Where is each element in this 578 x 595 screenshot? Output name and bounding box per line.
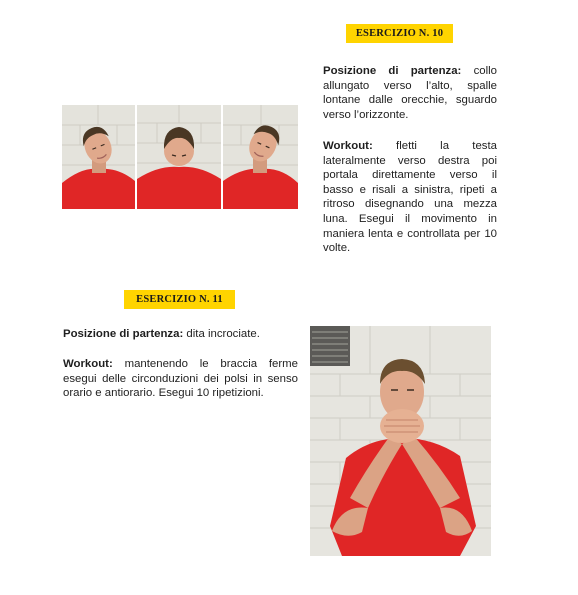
exercise-11-badge: ESERCIZIO N. 11: [124, 290, 235, 309]
exercise-11-workout: [63, 357, 298, 401]
exercise-11-start-position: [63, 327, 298, 342]
exercise-11-start-text: dita incrociate.: [183, 328, 260, 340]
exercise-10-workout: [323, 139, 497, 256]
exercise-10-start-label: Posizione di partenza:: [323, 65, 462, 77]
exercise-11-photo-wrist-circles: [310, 326, 491, 556]
exercise-10-photo-tilt-left: [223, 105, 298, 209]
exercise-11-workout-text: mantenendo le braccia ferme esegui delle circonduzioni dei polsi in senso orario e antiorario. Esegui 10 ripetizioni.: [63, 358, 298, 400]
exercise-11-workout-label: Workout:: [63, 358, 113, 370]
exercise-10-workout-label: Workout:: [323, 140, 373, 152]
exercise-10-photo-tilt-right: [62, 105, 135, 209]
exercise-10-photo-head-down: [137, 105, 221, 209]
exercise-10-start-text: collo allungato verso l’alto, spalle lontane dalle orecchie, sguardo verso l’orizzonte.: [323, 65, 497, 121]
exercise-10-workout-text: fletti la testa lateralmente verso destra poi portala direttamente verso il basso e risali a sinistra, ripeti a ritroso disegnando una mezza luna. Esegui il movimento in maniera lenta e controllata per 10 volte.: [323, 140, 497, 255]
exercise-10-badge: ESERCIZIO N. 10: [346, 24, 453, 43]
exercise-10-start-position: [323, 64, 497, 122]
exercise-11-start-label: Posizione di partenza:: [63, 328, 184, 340]
